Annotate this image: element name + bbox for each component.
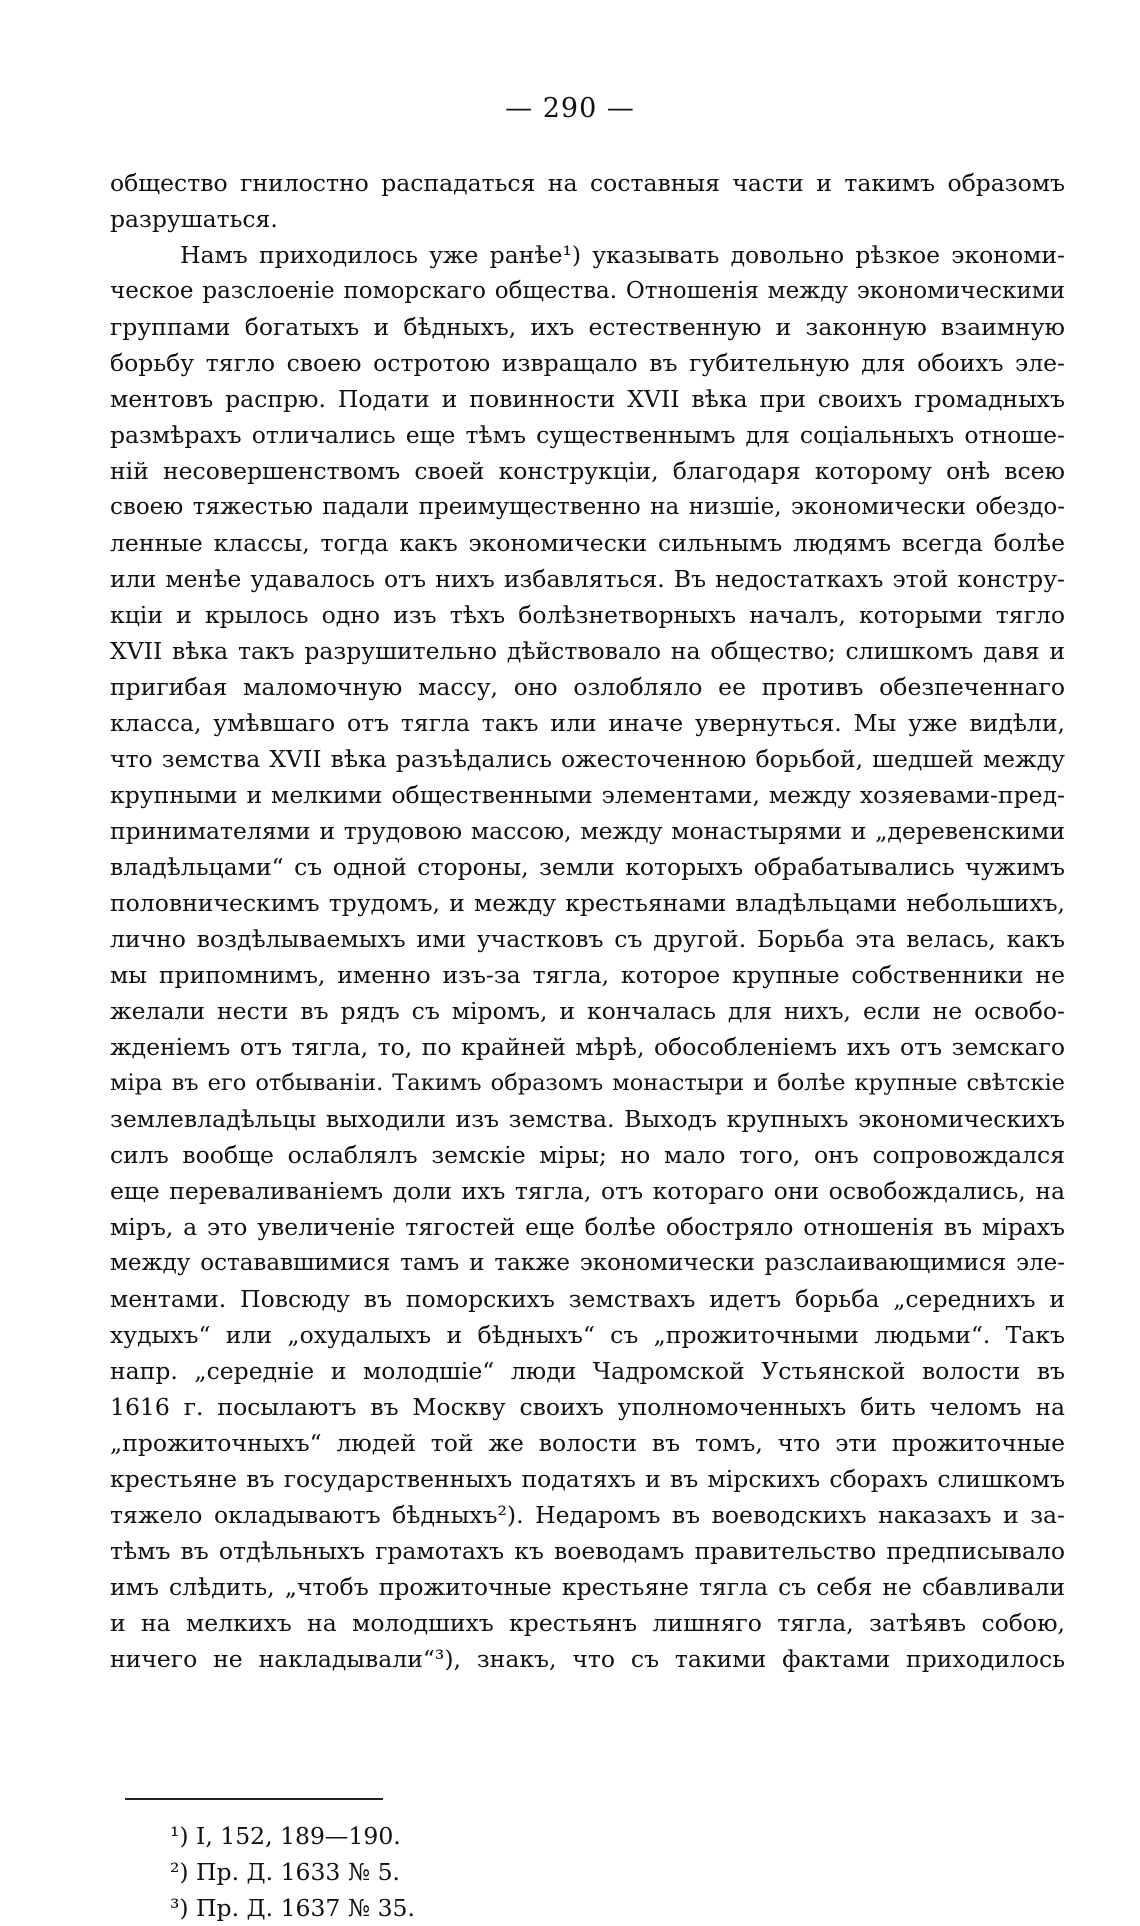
text-line: силъ вообще ослаблялъ земскіе міры; но мало того, онъ сопровождался	[110, 1141, 1065, 1169]
text-line: владѣльцами“ съ одной стороны, земли которыхъ обрабатывались чужимъ	[110, 853, 1065, 881]
text-line: Намъ приходилось уже ранѣе¹) указывать довольно рѣзкое экономи-	[180, 241, 1065, 269]
footnotes	[170, 1818, 415, 1926]
text-line: имъ слѣдить, „чтобъ прожиточные крестьяне тягла съ себя не сбавливали	[110, 1573, 1065, 1601]
text-line: крупными и мелкими общественными элементами, между хозяевами-пред-	[110, 781, 1065, 809]
text-line: ментовъ распрю. Подати и повинности XVII вѣка при своихъ громадныхъ	[110, 385, 1065, 413]
text-line: еще переваливаніемъ доли ихъ тягла, отъ котораго они освобождались, на	[110, 1177, 1065, 1205]
text-line: кціи и крылось одно изъ тѣхъ болѣзнетворныхъ началъ, которыми тягло	[110, 601, 1065, 629]
footnote-divider	[125, 1798, 383, 1800]
text-line: разрушаться.	[110, 205, 278, 233]
page-number: — 290 —	[505, 93, 635, 124]
text-line: ній несовершенствомъ своей конструкціи, благодаря которому онѣ всею	[110, 457, 1065, 485]
text-line: лично воздѣлываемыхъ ими участковъ съ другой. Борьба эта велась, какъ	[110, 925, 1065, 953]
text-line: что земства XVII вѣка разъѣдались ожесточенною борьбой, шедшей между	[110, 745, 1065, 773]
text-line: класса, умѣвшаго отъ тягла такъ или иначе увернуться. Мы уже видѣли,	[110, 709, 1065, 737]
text-line: худыхъ“ или „охудалыхъ и бѣдныхъ“ съ „прожиточными людьми“. Такъ	[110, 1321, 1065, 1349]
text-line: желали нести въ рядъ съ міромъ, и кончалась для нихъ, если не освобо-	[110, 997, 1065, 1025]
text-line: борьбу тягло своею остротою извращало въ губительную для обоихъ эле-	[110, 349, 1065, 377]
text-line: міра въ его отбываніи. Такимъ образомъ монастыри и болѣе крупные свѣтскіе	[110, 1070, 1065, 1096]
footnote-1: ¹) I, 152, 189—190.	[170, 1822, 401, 1850]
text-line: XVII вѣка такъ разрушительно дѣйствовало на общество; слишкомъ давя и	[110, 637, 1065, 665]
text-line: тяжело окладываютъ бѣдныхъ²). Недаромъ въ воеводскихъ наказахъ и за-	[110, 1501, 1065, 1529]
text-line: между остававшимися тамъ и также экономически разслаивающимися эле-	[110, 1250, 1065, 1276]
text-line: общество гнилостно распадаться на составныя части и такимъ образомъ	[110, 169, 1065, 197]
text-line: принимателями и трудовою массою, между монастырями и „деревенскими	[110, 817, 1065, 845]
text-line: землевладѣльцы выходили изъ земства. Выходъ крупныхъ экономическихъ	[110, 1105, 1065, 1133]
text-line: половническимъ трудомъ, и между крестьянами владѣльцами небольшихъ,	[110, 889, 1065, 917]
text-line: группами богатыхъ и бѣдныхъ, ихъ естественную и законную взаимную	[110, 313, 1065, 341]
footnote-3: ³) Пр. Д. 1637 № 35.	[170, 1894, 415, 1922]
text-line: своею тяжестью падали преимущественно на низшіе, экономически обездо-	[110, 494, 1065, 520]
text-line: напр. „середніе и молодшіе“ люди Чадромской Устьянской волости въ	[110, 1357, 1065, 1385]
text-line: и на мелкихъ на молодшихъ крестьянъ лишняго тягла, затѣявъ собою,	[110, 1609, 1065, 1637]
text-line: 1616 г. посылаютъ въ Москву своихъ уполномоченныхъ бить челомъ на	[110, 1393, 1065, 1421]
text-line: или менѣе удавалось отъ нихъ избавляться. Въ недостаткахъ этой констру-	[110, 565, 1065, 593]
text-line: жденіемъ отъ тягла, то, по крайней мѣрѣ, обособленіемъ ихъ отъ земскаго	[110, 1033, 1065, 1061]
text-line: „прожиточныхъ“ людей той же волости въ томъ, что эти прожиточные	[110, 1429, 1065, 1457]
text-line: мы припомнимъ, именно изъ-за тягла, которое крупные собственники не	[110, 961, 1065, 989]
text-line: ничего не накладывали“³), знакъ, что съ такими фактами приходилось	[110, 1645, 1065, 1673]
text-line: пригибая маломочную массу, оно озлобляло ее противъ обезпеченнаго	[110, 673, 1065, 701]
text-line: размѣрахъ отличались еще тѣмъ существеннымъ для соціальныхъ отноше-	[110, 421, 1065, 449]
text-line: ленные классы, тогда какъ экономически сильнымъ людямъ всегда болѣе	[110, 529, 1065, 557]
body-text	[110, 165, 1065, 1677]
text-line: міръ, а это увеличеніе тягостей еще болѣе обостряло отношенія въ мірахъ	[110, 1213, 1065, 1241]
text-line: ческое разслоеніе поморскаго общества. Отношенія между экономическими	[110, 278, 1065, 304]
text-line: крестьяне въ государственныхъ податяхъ и въ мірскихъ сборахъ слишкомъ	[110, 1465, 1065, 1493]
footnote-2: ²) Пр. Д. 1633 № 5.	[170, 1858, 400, 1886]
text-line: тѣмъ въ отдѣльныхъ грамотахъ къ воеводамъ правительство предписывало	[110, 1537, 1065, 1565]
text-line: ментами. Повсюду въ поморскихъ земствахъ идетъ борьба „середнихъ и	[110, 1285, 1065, 1313]
